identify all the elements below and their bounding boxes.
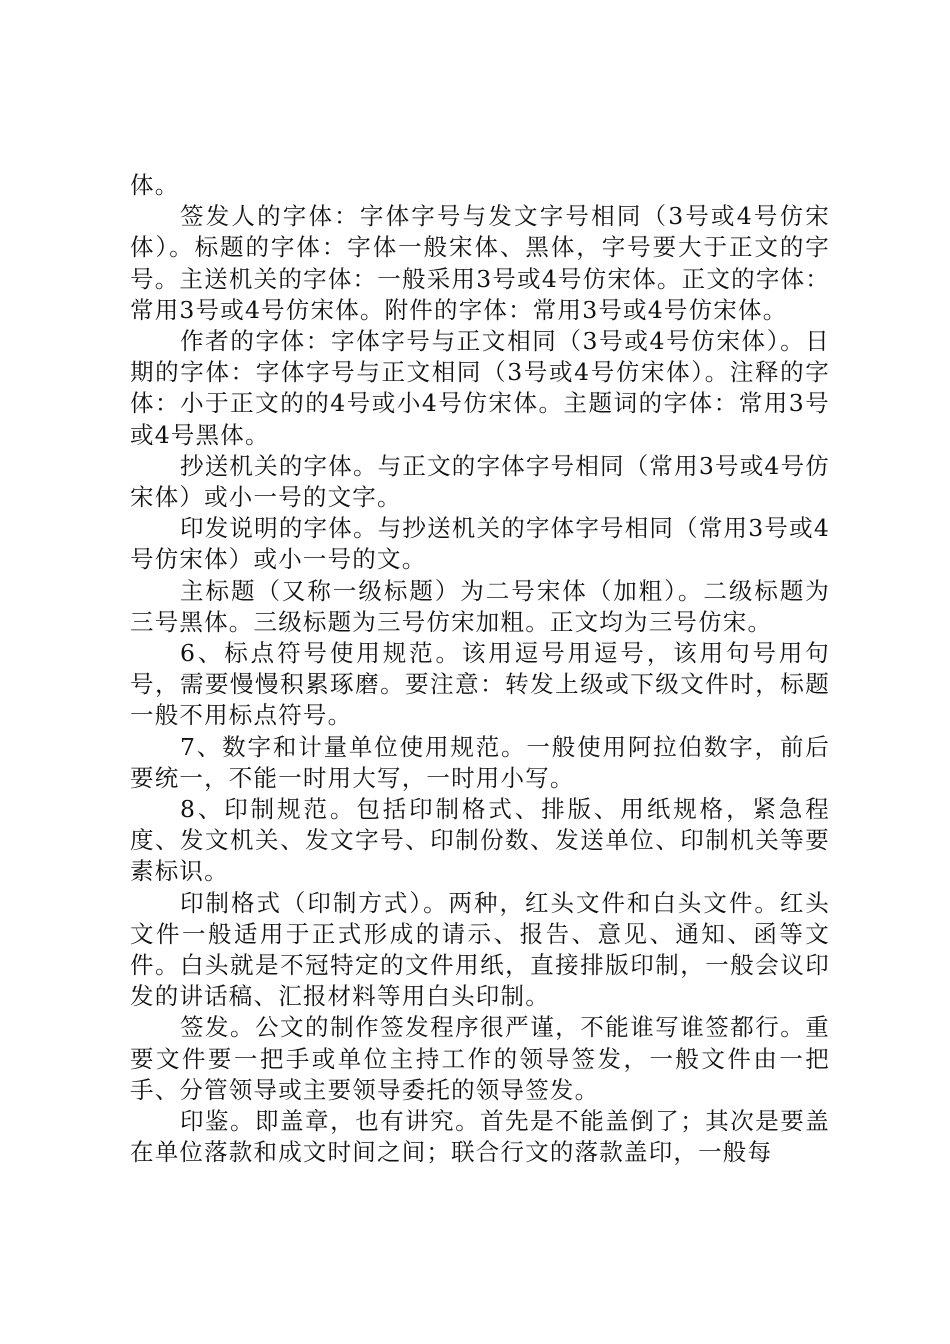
paragraph-continuation: 体。 (130, 171, 180, 199)
paragraph-number-rules: 7、数字和计量单位使用规范。一般使用阿拉伯数字，前后要统一，不能一时用大写，一时用小写。 (130, 732, 830, 792)
paragraph-punctuation-rules: 6、标点符号使用规范。该用逗号用逗号，该用句号用句号，需要慢慢积累琢磨。要注意：转发上级或下级文件时，标题一般不用标点符号。 (130, 639, 830, 730)
paragraph-seal: 印鉴。即盖章，也有讲究。首先是不能盖倒了；其次是要盖在单位落款和成文时间之间；联合行文的落款盖印，一般每 (130, 1107, 830, 1167)
paragraph-cc-font: 抄送机关的字体。与正文的字体字号相同（常用3号或4号仿宋体）或小一号的文字。 (130, 451, 830, 512)
document-body (130, 170, 830, 1169)
paragraph-signer-font: 签发人的字体：字体字号与发文字号相同（3号或4号仿宋体）。标题的字体：字体一般宋体、黑体，字号要大于正文的字号。主送机关的字体：一般采用3号或4号仿宋体。正文的字体：常用3号或4号仿宋体。附件的字体：常用3号或4号仿宋体。 (130, 202, 830, 324)
paragraph-signing: 签发。公文的制作签发程序很严谨，不能谁写谁签都行。重要文件要一把手或单位主持工作的领导签发，一般文件由一把手、分管领导或主要领导委托的领导签发。 (130, 1013, 830, 1104)
paragraph-printing-rules: 8、印制规范。包括印制格式、排版、用纸规格，紧急程度、发文机关、发文字号、印制份数、发送单位、印制机关等要素标识。 (130, 795, 830, 886)
paragraph-author-font: 作者的字体：字体字号与正文相同（3号或4号仿宋体）。日期的字体：字体字号与正文相同（3号或4号仿宋体）。注释的字体：小于正文的的4号或小4号仿宋体。主题词的字体：常用3号或4号黑体。 (130, 327, 830, 449)
paragraph-title-levels: 主标题（又称一级标题）为二号宋体（加粗）。二级标题为三号黑体。三级标题为三号仿宋加粗。正文均为三号仿宋。 (130, 576, 830, 636)
paragraph-printing-format: 印制格式（印制方式）。两种，红头文件和白头文件。红头文件一般适用于正式形成的请示、报告、意见、通知、函等文件。白头就是不冠特定的文件用纸，直接排版印制，一般会议印发的讲话稿、汇报材料等用白头印制。 (130, 888, 830, 1011)
paragraph-issue-note-font: 印发说明的字体。与抄送机关的字体字号相同（常用3号或4号仿宋体）或小一号的文。 (130, 514, 830, 574)
